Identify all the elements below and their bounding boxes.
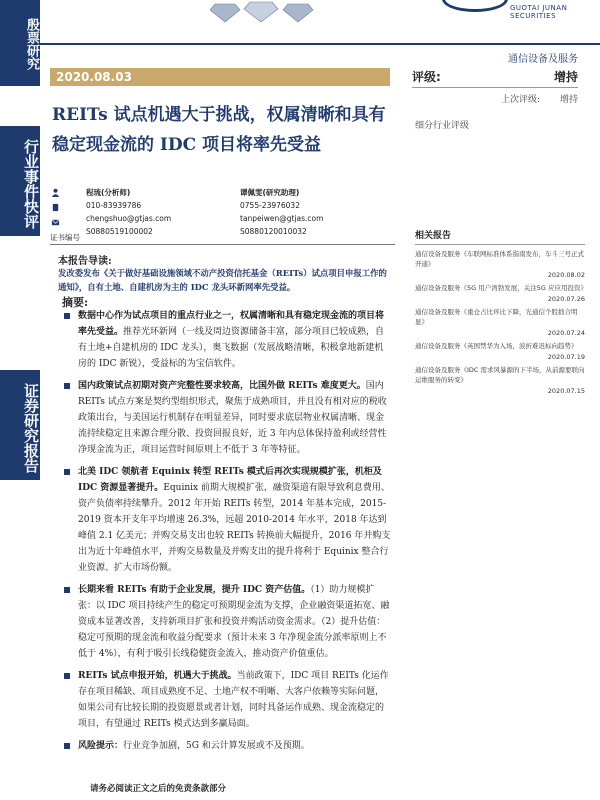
summary-bullets <box>62 308 392 760</box>
analyst-email[interactable]: chengshuo@gtjas.com <box>86 214 172 223</box>
analyst-name: 程琉(分析师) <box>86 188 131 197</box>
rating-value: 增持 <box>553 70 578 84</box>
bullet-text: （1）助力规模扩张：以 IDC 项目持续产生的稳定可预期现金流为支撑，企业融资渠道拓宽、融资成本显著改善，支持新项目扩张和投资并购活动资金需求。（2）提升估值：稳定可预期的现金流和收益分配要求（预计未来 3 年净现金流分派率原则上不低于 4%），有利于吸引长线稳健资金流入，推动资产价值重估。 <box>78 585 390 659</box>
assistant-email[interactable]: tanpeiwen@gtjas.com <box>240 214 324 223</box>
analyst-divider <box>50 244 395 245</box>
bullet-lead: 国内政策试点初期对资产完整性要求较高，比国外做 REITs 难度更大。 <box>78 381 366 391</box>
person-icon <box>51 188 60 197</box>
header-banner <box>40 0 600 40</box>
company-logo-text: GUOTAI JUNAN SECURITIES <box>510 4 568 20</box>
sidebar-report-category: 证券研究报告 <box>0 370 40 480</box>
sidebar-report-type: 行业事件快评 <box>0 126 40 236</box>
report-date: 2020.08.03 <box>50 68 390 86</box>
related-report-date: 2020.07.26 <box>547 295 585 303</box>
bullet-square-icon <box>64 313 70 319</box>
rating-panel <box>412 68 578 105</box>
bullet-lead: 长期来看 REITs 有助于企业发展，提升 IDC 资产估值。 <box>78 585 311 595</box>
summary-bullet <box>62 378 392 458</box>
bullet-text: Equinix 前期大规模扩张，融资渠道有限导致利息费用、资产负债率持续攀升。2012 年开始 REITs 转型，2014 年基本完成，2015-2019 资本开支年平均增速 26.3%，远超 2010-2014 年水平，2018 年达到峰值 2.1 亿美元；并购交易支出也较 REITs 转换前大幅提升，2016 年并购支出为近十年峰值水平，并购交易数量及并购支出的提升将利于 Equinix 整合行业资源、扩大市场份额。 <box>78 483 391 573</box>
assistant-phone: 0755-23976032 <box>240 201 300 210</box>
disclaimer-footer: 请务必阅读正文之后的免责条款部分 <box>90 784 227 794</box>
summary-bullet <box>62 308 392 372</box>
bullet-square-icon <box>64 469 70 475</box>
related-report-date: 2020.08.02 <box>547 271 585 279</box>
bullet-lead: REITs 试点申报开始，机遇大于挑战。 <box>78 671 237 681</box>
related-report-item[interactable]: 通信设备及服务《IDC 需求风暴源的下半场，从前源要联向运维服务的转变》 <box>415 366 585 384</box>
summary-bullet <box>62 668 392 732</box>
related-report-date: 2020.07.15 <box>547 387 585 395</box>
cert-label: 证书编号 <box>50 233 80 242</box>
related-report-date: 2020.07.19 <box>547 353 585 361</box>
industry-tag: 通信设备及服务 <box>508 54 578 65</box>
bullet-lead: 北美 IDC 领航者 Equinix 转型 REITs 模式后再次实现规模扩张，机柜及 IDC 资源显著提升。 <box>78 467 382 493</box>
summary-heading: 摘要: <box>62 296 89 309</box>
analyst-cert: S0880519100002 <box>86 227 153 236</box>
bullet-square-icon <box>64 587 70 593</box>
left-sidebar <box>0 0 40 800</box>
report-title: REITs 试点机遇大于挑战，权属清晰和具有稳定现金流的 IDC 项目将率先受益 <box>52 105 386 155</box>
bullet-lead: 数据中心作为试点项目的重点行业之一，权属清晰和具有稳定现金流的项目将率先受益。 <box>78 311 385 337</box>
assistant-name: 谭佩雯(研究助理) <box>240 188 300 197</box>
bullet-text: 当前政策下，IDC 项目 REITs 化运作存在项目稀缺、项目成熟度不足、土地产权不明晰、大客户依赖等实际问题，如果公司有比较长期的投资愿景或者计划，同时具备运作成熟、现金流稳定的项目，有望通过 REITs 模式达到多赢局面。 <box>78 671 389 729</box>
related-report-item[interactable]: 通信设备及服务《车联网标准体系指南发布，车斗三号正式开通》 <box>415 250 584 268</box>
related-report-item[interactable]: 通信设备及服务《英国禁华为入场，波折难迟标向趋势》 <box>415 342 578 350</box>
analyst-icons <box>50 186 64 231</box>
related-report-date: 2020.07.24 <box>547 329 585 337</box>
guide-text: 发改委发布《关于做好基础设施领域不动产投资信托基金（REITs）试点项目申报工作的通知》，自有土地、自建机房为主的 IDC 龙头环新网率先受益。 <box>58 268 387 292</box>
bullet-square-icon <box>64 673 70 679</box>
analyst-primary <box>86 186 171 238</box>
bullet-text: 行业竞争加剧，5G 和云计算发展或不及预期。 <box>123 741 310 751</box>
assistant-cert: S0880120010032 <box>240 227 307 236</box>
summary-bullet <box>62 582 392 662</box>
analyst-assistant <box>240 186 323 238</box>
sub-industry-rating: 细分行业评级 <box>415 121 470 131</box>
sidebar-top-label: 殷票研究 <box>0 0 40 86</box>
email-icon <box>51 218 60 227</box>
header-rule <box>40 43 600 45</box>
bullet-square-icon <box>64 743 70 749</box>
phone-icon <box>51 203 60 212</box>
related-reports-title: 相关报告 <box>415 228 585 245</box>
related-report-item[interactable]: 通信设备及服务《5G 用户湾勃发展，关注5G 应应用投资》 <box>415 284 587 292</box>
summary-bullet <box>62 738 392 754</box>
related-reports <box>415 228 585 395</box>
summary-bullet <box>62 464 392 576</box>
analyst-phone: 010-83939786 <box>86 201 142 210</box>
guide-heading: 本报告导读: <box>58 256 112 267</box>
diamond-decoration <box>210 0 320 24</box>
previous-rating-label: 上次评级: <box>500 95 540 105</box>
bullet-square-icon <box>64 383 70 389</box>
bullet-text: 国内 REITs 试点方案是契约型组织形式，聚焦于成熟项目，并且没有相对应的税收政策出台，与美国运行机制存在明显差异，同时要求底层物业权属清晰、现金流持续稳定且来源合理分散、投资回报良好，近 3 年内总体保持盈利或经营性净现金流为正，项目运营时间原则上不低于 3 年等特征。 <box>78 381 387 455</box>
related-report-item[interactable]: 通信设备及服务《重仓占比环比下降，光通信个股拙合明显》 <box>415 308 578 326</box>
bullet-text: 推荐光环新网（一线及周边资源储备丰富，部分项目已较成熟，自有土地+自建机房的 IDC 龙头），奥飞数据（发展战略清晰，积极拿地新建机房的 IDC 新锐），受益标的为宝信软件。 <box>78 327 385 369</box>
rating-label: 评级: <box>412 70 441 84</box>
previous-rating-value: 增持 <box>559 95 578 105</box>
company-logo-icon <box>442 0 508 12</box>
bullet-lead: 风险提示： <box>78 741 124 751</box>
